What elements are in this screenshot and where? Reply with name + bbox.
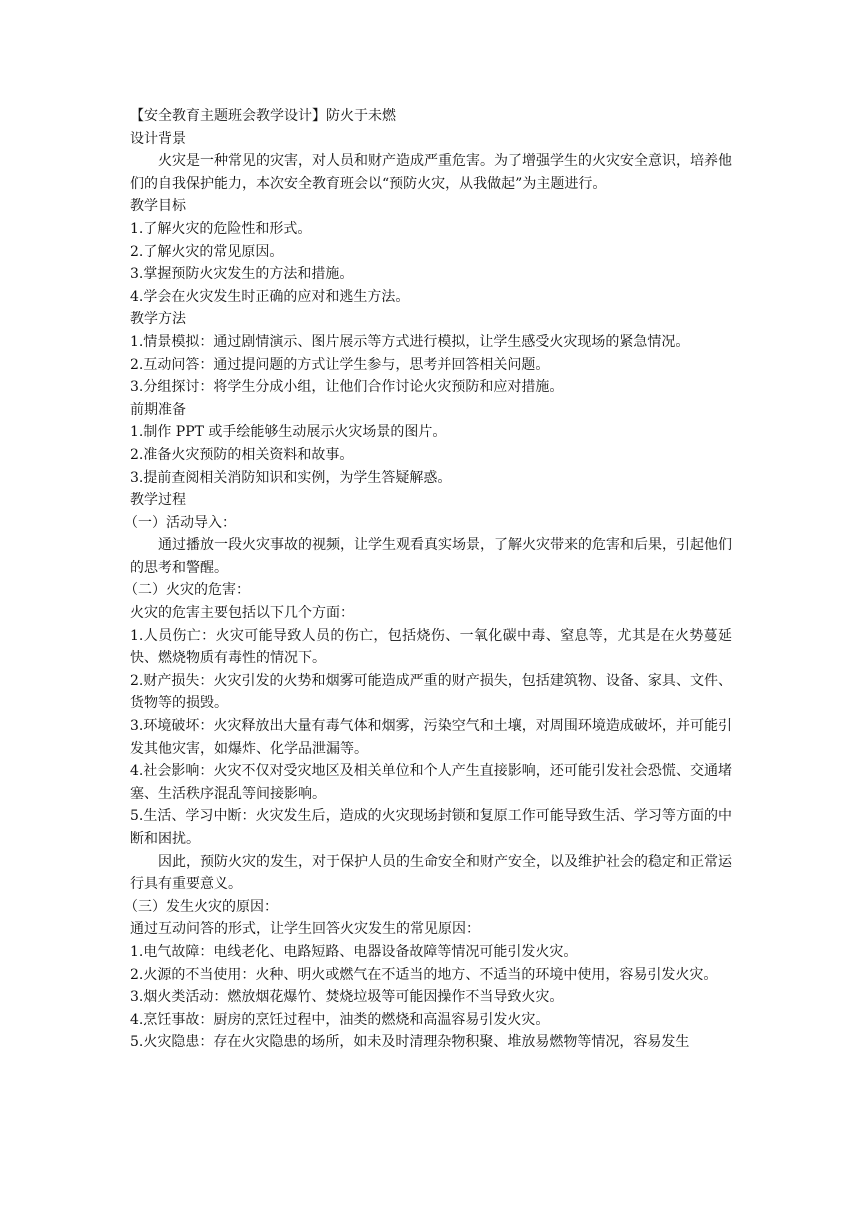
objective-item: 1.了解火灾的危险性和形式。	[130, 220, 312, 237]
intro-paragraph: 通过播放一段火灾事故的视频，让学生观看真实场景，了解火灾带来的危害和后果，引起他们的思考和警醒。	[130, 537, 732, 576]
hazards-conclusion: 因此，预防火灾的发生，对于保护人员的生命安全和财产安全，以及维护社会的稳定和正常运行具有重要意义。	[130, 853, 732, 893]
subsection-heading-causes: （三）发生火灾的原因：	[124, 898, 278, 915]
cause-item: 3.烟火类活动：燃放烟花爆竹、焚烧垃圾等可能因操作不当导致火灾。	[130, 989, 564, 1006]
cause-item: 1.电气故障：电线老化、电路短路、电器设备故障等情况可能引发火灾。	[130, 943, 578, 960]
background-paragraph: 火灾是一种常见的灾害，对人员和财产造成严重危害。为了增强学生的火灾安全意识，培养他们的自我保护能力，本次安全教育班会以“预防火灾，从我做起”为主题进行。	[130, 153, 732, 192]
section-heading-preparation: 前期准备	[130, 401, 186, 418]
method-item: 3.分组探讨：将学生分成小组，让他们合作讨论火灾预防和应对措施。	[130, 379, 564, 396]
objective-item: 4.学会在火灾发生时正确的应对和逃生方法。	[130, 288, 410, 305]
preparation-item: 3.提前查阅相关消防知识和实例，为学生答疑解惑。	[130, 469, 452, 486]
subsection-heading-intro: （一）活动导入：	[124, 514, 236, 531]
preparation-item: 2.准备火灾预防的相关资料和故事。	[130, 446, 354, 463]
hazard-item: 1.人员伤亡：火灾可能导致人员的伤亡，包括烧伤、一氧化碳中毒、窒息等，尤其是在火势蔓延快、燃烧物质有毒性的情况下。	[130, 627, 732, 667]
hazard-item: 3.环境破坏：火灾释放出大量有毒气体和烟雾，污染空气和土壤，对周围环境造成破坏，并可能引发其他灾害，如爆炸、化学品泄漏等。	[130, 718, 732, 757]
hazard-item: 2.财产损失：火灾引发的火势和烟雾可能造成严重的财产损失，包括建筑物、设备、家具、文件、货物等的损毁。	[130, 672, 732, 712]
causes-intro: 通过互动问答的形式，让学生回答火灾发生的常见原因：	[130, 921, 480, 938]
method-item: 1.情景模拟：通过剧情演示、图片展示等方式进行模拟，让学生感受火灾现场的紧急情况。	[130, 333, 690, 350]
cause-item: 5.火灾隐患：存在火灾隐患的场所，如未及时清理杂物积聚、堆放易燃物等情况，容易发生	[130, 1034, 690, 1051]
section-heading-process: 教学过程	[130, 492, 186, 509]
method-item: 2.互动问答：通过提问题的方式让学生参与，思考并回答相关问题。	[130, 356, 550, 373]
cause-item: 2.火源的不当使用：火种、明火或燃气在不适当的地方、不适当的环境中使用，容易引发火灾。	[130, 966, 718, 983]
objective-item: 2.了解火灾的常见原因。	[130, 243, 284, 260]
document-title: 【安全教育主题班会教学设计】防火于未燃	[130, 108, 396, 124]
hazards-intro: 火灾的危害主要包括以下几个方面：	[130, 605, 354, 622]
objective-item: 3.掌握预防火灾发生的方法和措施。	[130, 266, 354, 283]
hazard-item: 5.生活、学习中断：火灾发生后，造成的火灾现场封锁和复原工作可能导致生活、学习等方面的中断和困扰。	[130, 808, 732, 847]
hazard-item: 4.社会影响：火灾不仅对受灾地区及相关单位和个人产生直接影响，还可能引发社会恐慌、交通堵塞、生活秩序混乱等间接影响。	[130, 763, 732, 802]
section-heading-objectives: 教学目标	[130, 198, 186, 215]
document-page	[124, 105, 732, 1054]
section-heading-methods: 教学方法	[130, 311, 186, 328]
cause-item: 4.烹饪事故：厨房的烹饪过程中，油类的燃烧和高温容易引发火灾。	[130, 1011, 550, 1028]
subsection-heading-hazards: （二）火灾的危害：	[124, 582, 250, 599]
preparation-item: 1.制作 PPT 或手绘能够生动展示火灾场景的图片。	[130, 424, 447, 441]
section-heading-background: 设计背景	[130, 130, 186, 147]
